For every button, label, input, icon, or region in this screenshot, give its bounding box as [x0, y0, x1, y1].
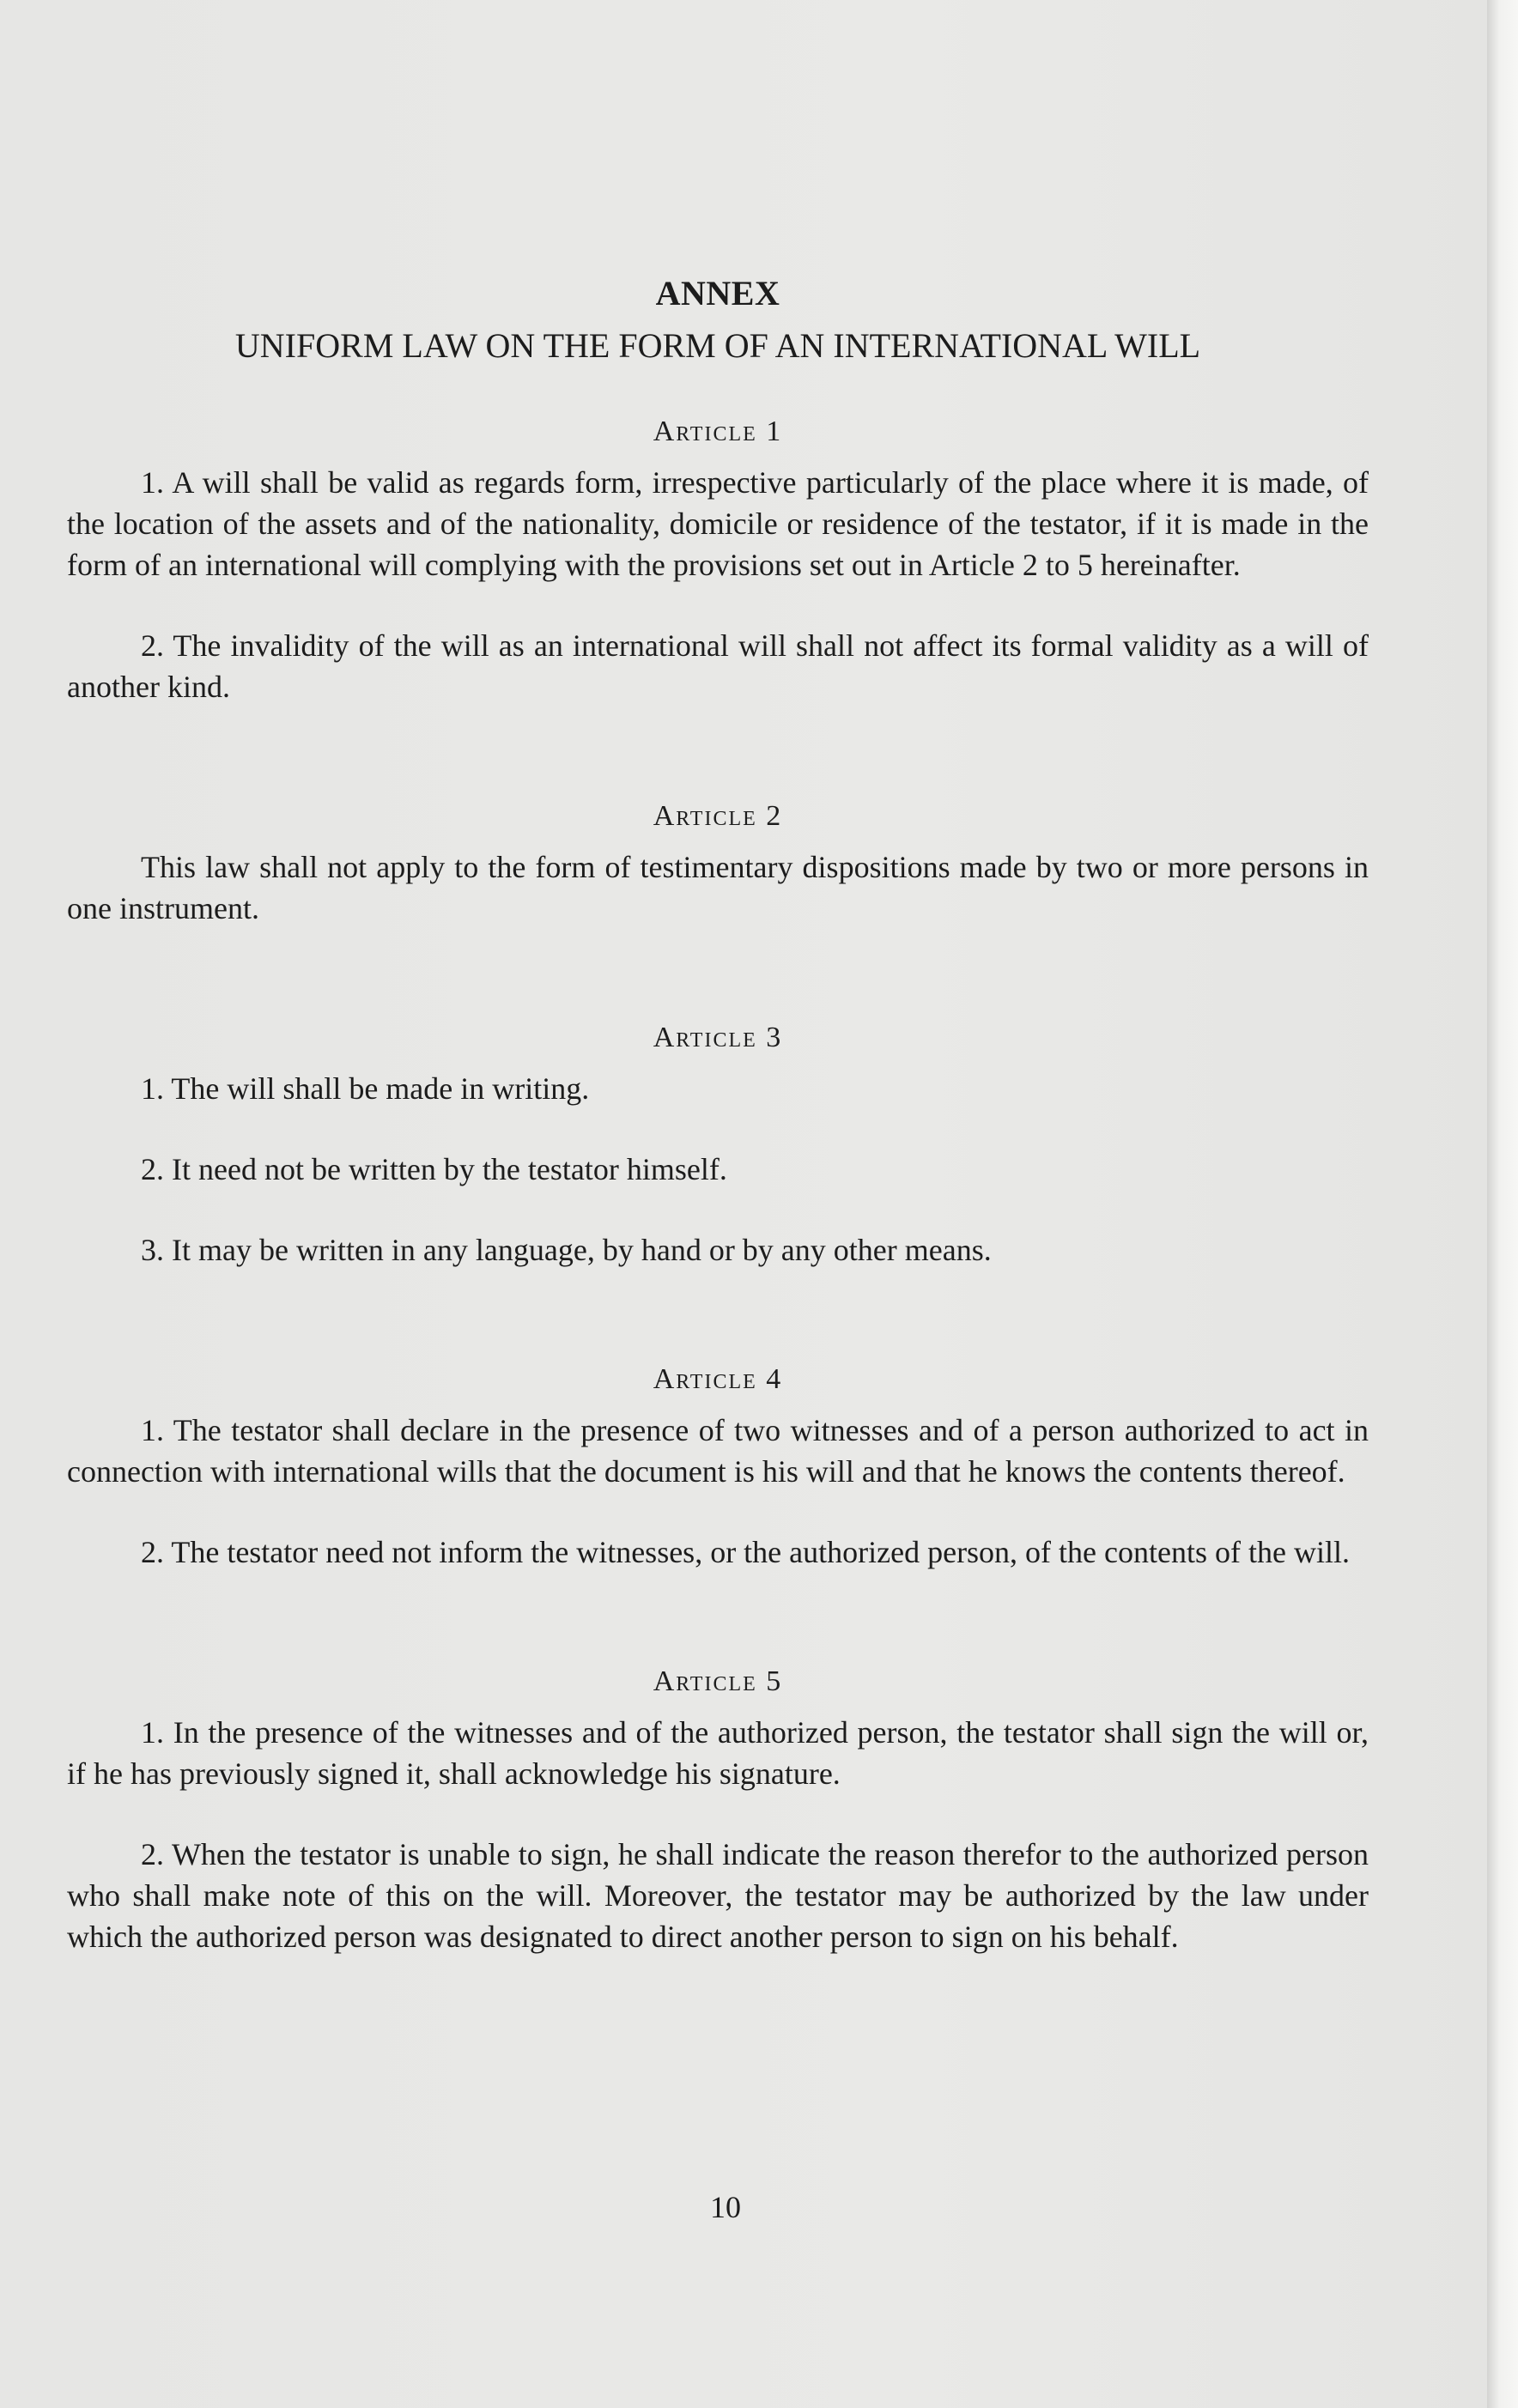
article-paragraph: 1. In the presence of the witnesses and of the authorized person, the testator shall sign the will or, if he has previously signed it, shall acknowledge his signature. [67, 1715, 1369, 1791]
article-paragraph: 2. It need not be written by the testator himself. [141, 1152, 727, 1186]
page-edge-shadow [1487, 0, 1518, 2408]
article-paragraph: 2. The testator need not inform the witnesses, or the authorized person, of the contents of the will. [141, 1535, 1350, 1569]
article-paragraph: 1. The will shall be made in writing. [141, 1071, 590, 1106]
article-heading: Article 1 [653, 415, 783, 447]
article-paragraph: 2. When the testator is unable to sign, he shall indicate the reason therefor to the authorized person who shall make note of this on the will. Moreover, the testator may be authorized by the law under which the authorized person was designated to direct another person to sign on his behalf. [67, 1837, 1369, 1954]
article-paragraph: 1. The testator shall declare in the presence of two witnesses and of a person authorized to act in connection with international wills that the document is his will and that he knows the contents thereof. [67, 1413, 1369, 1489]
article-paragraph: 3. It may be written in any language, by hand or by any other means. [141, 1233, 992, 1267]
annex-heading: ANNEX [655, 274, 780, 312]
page-content [67, 273, 1369, 1997]
article-heading: Article 2 [653, 800, 783, 832]
article-heading: Article 5 [653, 1665, 783, 1697]
article-2 [67, 800, 1369, 929]
article-paragraph: 1. A will shall be valid as regards form, irrespective particularly of the place where it is made, of the location of the assets and of the nationality, domicile or residence of the testator, if it is made in the form of an international will complying with the provisions set out in Article 2 to 5 hereinafter. [67, 465, 1369, 582]
article-paragraph: This law shall not apply to the form of testimentary dispositions made by two or more persons in one instrument. [67, 850, 1369, 925]
article-paragraph: 2. The invalidity of the will as an international will shall not affect its formal validity as a will of another kind. [67, 628, 1369, 704]
article-5 [67, 1665, 1369, 1957]
article-3 [67, 1022, 1369, 1271]
article-heading: Article 3 [653, 1022, 783, 1053]
article-1 [67, 415, 1369, 707]
page-number: 10 [710, 2190, 741, 2224]
article-heading: Article 4 [653, 1363, 783, 1395]
article-4 [67, 1363, 1369, 1573]
law-title: UNIFORM LAW ON THE FORM OF AN INTERNATIONAL WILL [234, 326, 1201, 365]
